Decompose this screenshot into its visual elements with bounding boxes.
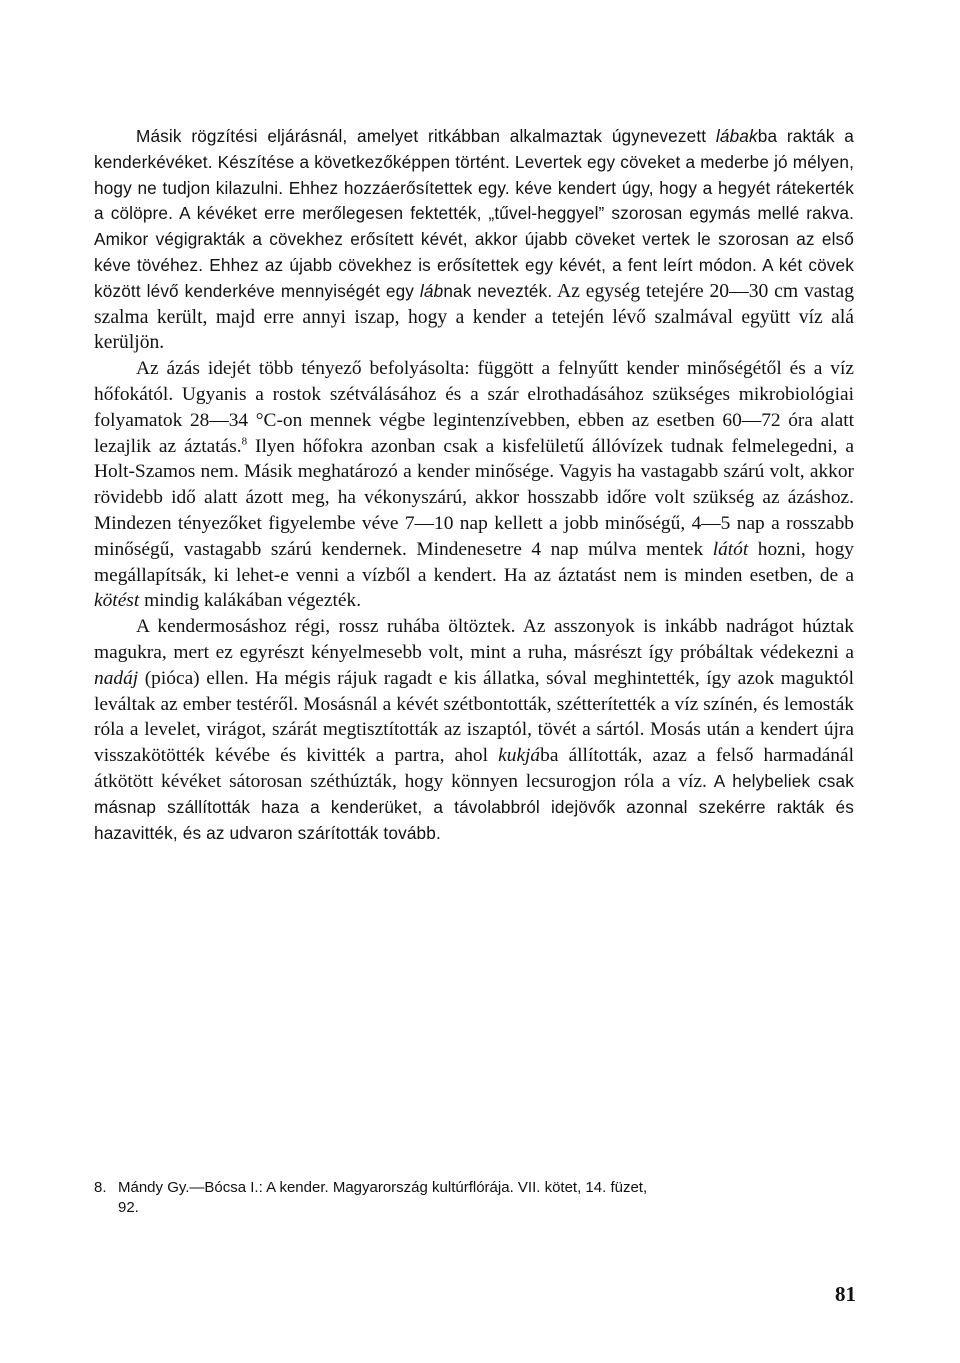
page-number: 81 bbox=[835, 1282, 856, 1306]
term-nadaj: nadáj bbox=[94, 667, 139, 689]
footnote-line-1: 8. Mándy Gy.—Bócsa I.: A kender. Magyarország kultúrflórája. VII. kötet, 14. füzet, bbox=[94, 1179, 648, 1196]
term-labak: lábak bbox=[715, 126, 758, 146]
term-latot: látót bbox=[712, 538, 749, 560]
footnote-line-2: 92. bbox=[118, 1199, 139, 1216]
paragraph-3-sans: A helybeliek csak másnap szállították haza a kenderüket, a távolabbról idejövők azonnal szekérre rakták és hazavitték, és az udvaron szárították tovább. bbox=[94, 770, 854, 843]
paragraph-3: A kendermosáshoz régi, rossz ruhába öltöztek. Az asszonyok is inkább nadrágot húztak magukra, mert ez egyrészt kényelmesebb volt, mint a ruha, másrészt így próbáltak védekezni a nadáj (pióca) ellen. Ha mégis rájuk ragadt e kis állatka, sóval meghintették, így azok maguktól leváltak az ember testéről. Mosásnál a kévét szétbontották, szétterítették a víz színén, és lemosták róla a levelet, virágot, szárát megtisztították az iszaptól, tövét a sártól. Mosás után a kendert újra visszakötötték kévébe és kivitték a partra, ahol kukjába állították, azaz a felső harmadánál átkötött kévéket sátorosan széthúzták, hogy könnyen lecsurogjon róla a víz. A helybeliek csak másnap szállították haza a kenderüket, a távolabbról idejövők azonnal szekérre rakták és hazavitték, és az udvaron szárították tovább. bbox=[94, 616, 854, 843]
term-kotest: kötést bbox=[94, 590, 140, 612]
footnote-number: 8. bbox=[94, 1179, 107, 1196]
main-text bbox=[94, 124, 854, 846]
paragraph-1-sans: Másik rögzítési eljárásnál, amelyet ritkábban alkalmaztak úgynevezett lábakba rakták a kenderkévéket. Készítése a következőképpen történt. Levertek egy cöveket a mederbe jó mélyen, hogy ne tudjon kilazulni. Ehhez hozzáerősítettek egy. kéve kendert úgy, hogy a hegyét rátekerték a cölöpre. A kévéket erre merőlegesen fektették, „tűvel-heggyel” szorosan egymás mellé rakva. Amikor végigrakták a cövekhez erősített kévét, akkor újabb cöveket vertek le szorosan az első kéve tövéhez. Ehhez az újabb cövekhez is erősítettek egy kévét, a fent leírt módon. A két cövek között lévő kenderkéve mennyiségét egy lábnak nevezték. bbox=[94, 126, 854, 301]
paragraph-1-serif: Az egység tetejére 20—30 cm vastag szalma került, majd erre annyi iszap, hogy a kender a tetején lévő szalmával együtt víz alá kerüljön. bbox=[94, 280, 854, 354]
term-lab: láb bbox=[419, 280, 444, 301]
paragraph-2: Az ázás idejét több tényező befolyásolta: függött a felnyűtt kender minőségétől és a víz hőfokától. Ugyanis a rostok szétválásához és a szár elrothadásához szükséges mikrobiológiai folyamatok 28—34 °C-on mennek végbe legintenzívebben, ebben az esetben 60—72 óra alatt lezajlik az áztatás.$^8$ Ilyen hőfokra azonban csak a kisfelületű állóvízek tudnak felmelegedni, a Holt-Szamos nem. Másik meghatározó a kender minősége. Vagyis ha vastagabb szárú volt, akkor rövidebb idő alatt ázott meg, ha vékonyszárú, akkor hosszabb időre volt szükség az ázáshoz. Mindezen tényezőket figyelembe véve 7—10 nap kellett a jobb minőségű, 4—5 nap a rosszabb minőségű, vastagabb szárú kendernek. Mindenesetre 4 nap múlva mentek látót hozni, hogy megállapítsák, ki lehet-e venni a vízből a kendert. Ha az áztatást nem is minden esetben, de a kötést mindig kalákában végezték. bbox=[94, 358, 854, 612]
term-kukja: kukjá bbox=[498, 745, 541, 767]
footnote-ref-8: 8 bbox=[241, 435, 248, 448]
paragraph-1 bbox=[94, 124, 854, 356]
footnote bbox=[94, 1178, 854, 1218]
